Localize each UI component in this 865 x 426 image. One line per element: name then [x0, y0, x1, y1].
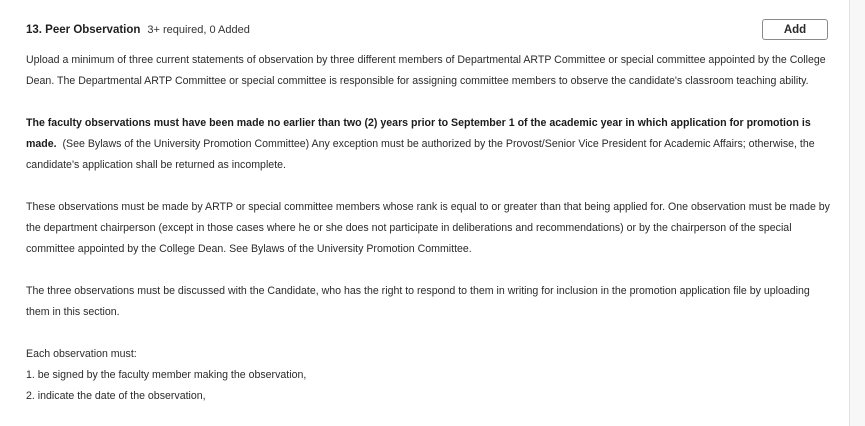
instructions-text — [26, 50, 834, 407]
paragraph-time-requirement — [26, 113, 834, 176]
section-header — [26, 17, 828, 43]
scroll-gutter — [850, 0, 865, 426]
add-button[interactable]: Add — [762, 19, 828, 40]
list-item: 1. be signed by the faculty member making the observation, — [26, 369, 307, 381]
time-requirement-rest: (See Bylaws of the University Promotion Committee) Any exception must be authorized by the Provost/Senior Vice President for Academic Affairs; otherwise, the candidate's application shall be returned as incomplete. — [26, 138, 815, 171]
required-count-label: 3+ required, 0 Added — [147, 24, 250, 36]
paragraph-upload-requirement: Upload a minimum of three current statements of observation by three different members of Departmental ARTP Committee or special committee appointed by the College Dean. The Departmental ARTP Committee or special committee is responsible for assigning committee members to observe the candidate's classroom teaching ability. — [26, 54, 826, 87]
section-title: 13. Peer Observation — [26, 24, 141, 36]
paragraph-observer-rank: These observations must be made by ARTP or special committee members whose rank is equal to or greater than that being applied for. One observation must be made by the department chairperson (except in those cases where he or she does not participate in deliberations and recommendations) or by the chairperson of the special committee appointed by the College Dean. See Bylaws of the University Promotion Committee. — [26, 201, 830, 255]
paragraph-discussion: The three observations must be discussed with the Candidate, who has the right to respond to them in writing for inclusion in the promotion application file by uploading them in this section. — [26, 285, 810, 318]
list-item: 2. indicate the date of the observation, — [26, 390, 206, 402]
time-requirement-bold: The faculty observations must have been made no earlier than two (2) years prior to September 1 of the academic year in which application for promotion is made. — [26, 117, 811, 150]
list-intro: Each observation must: — [26, 348, 137, 360]
